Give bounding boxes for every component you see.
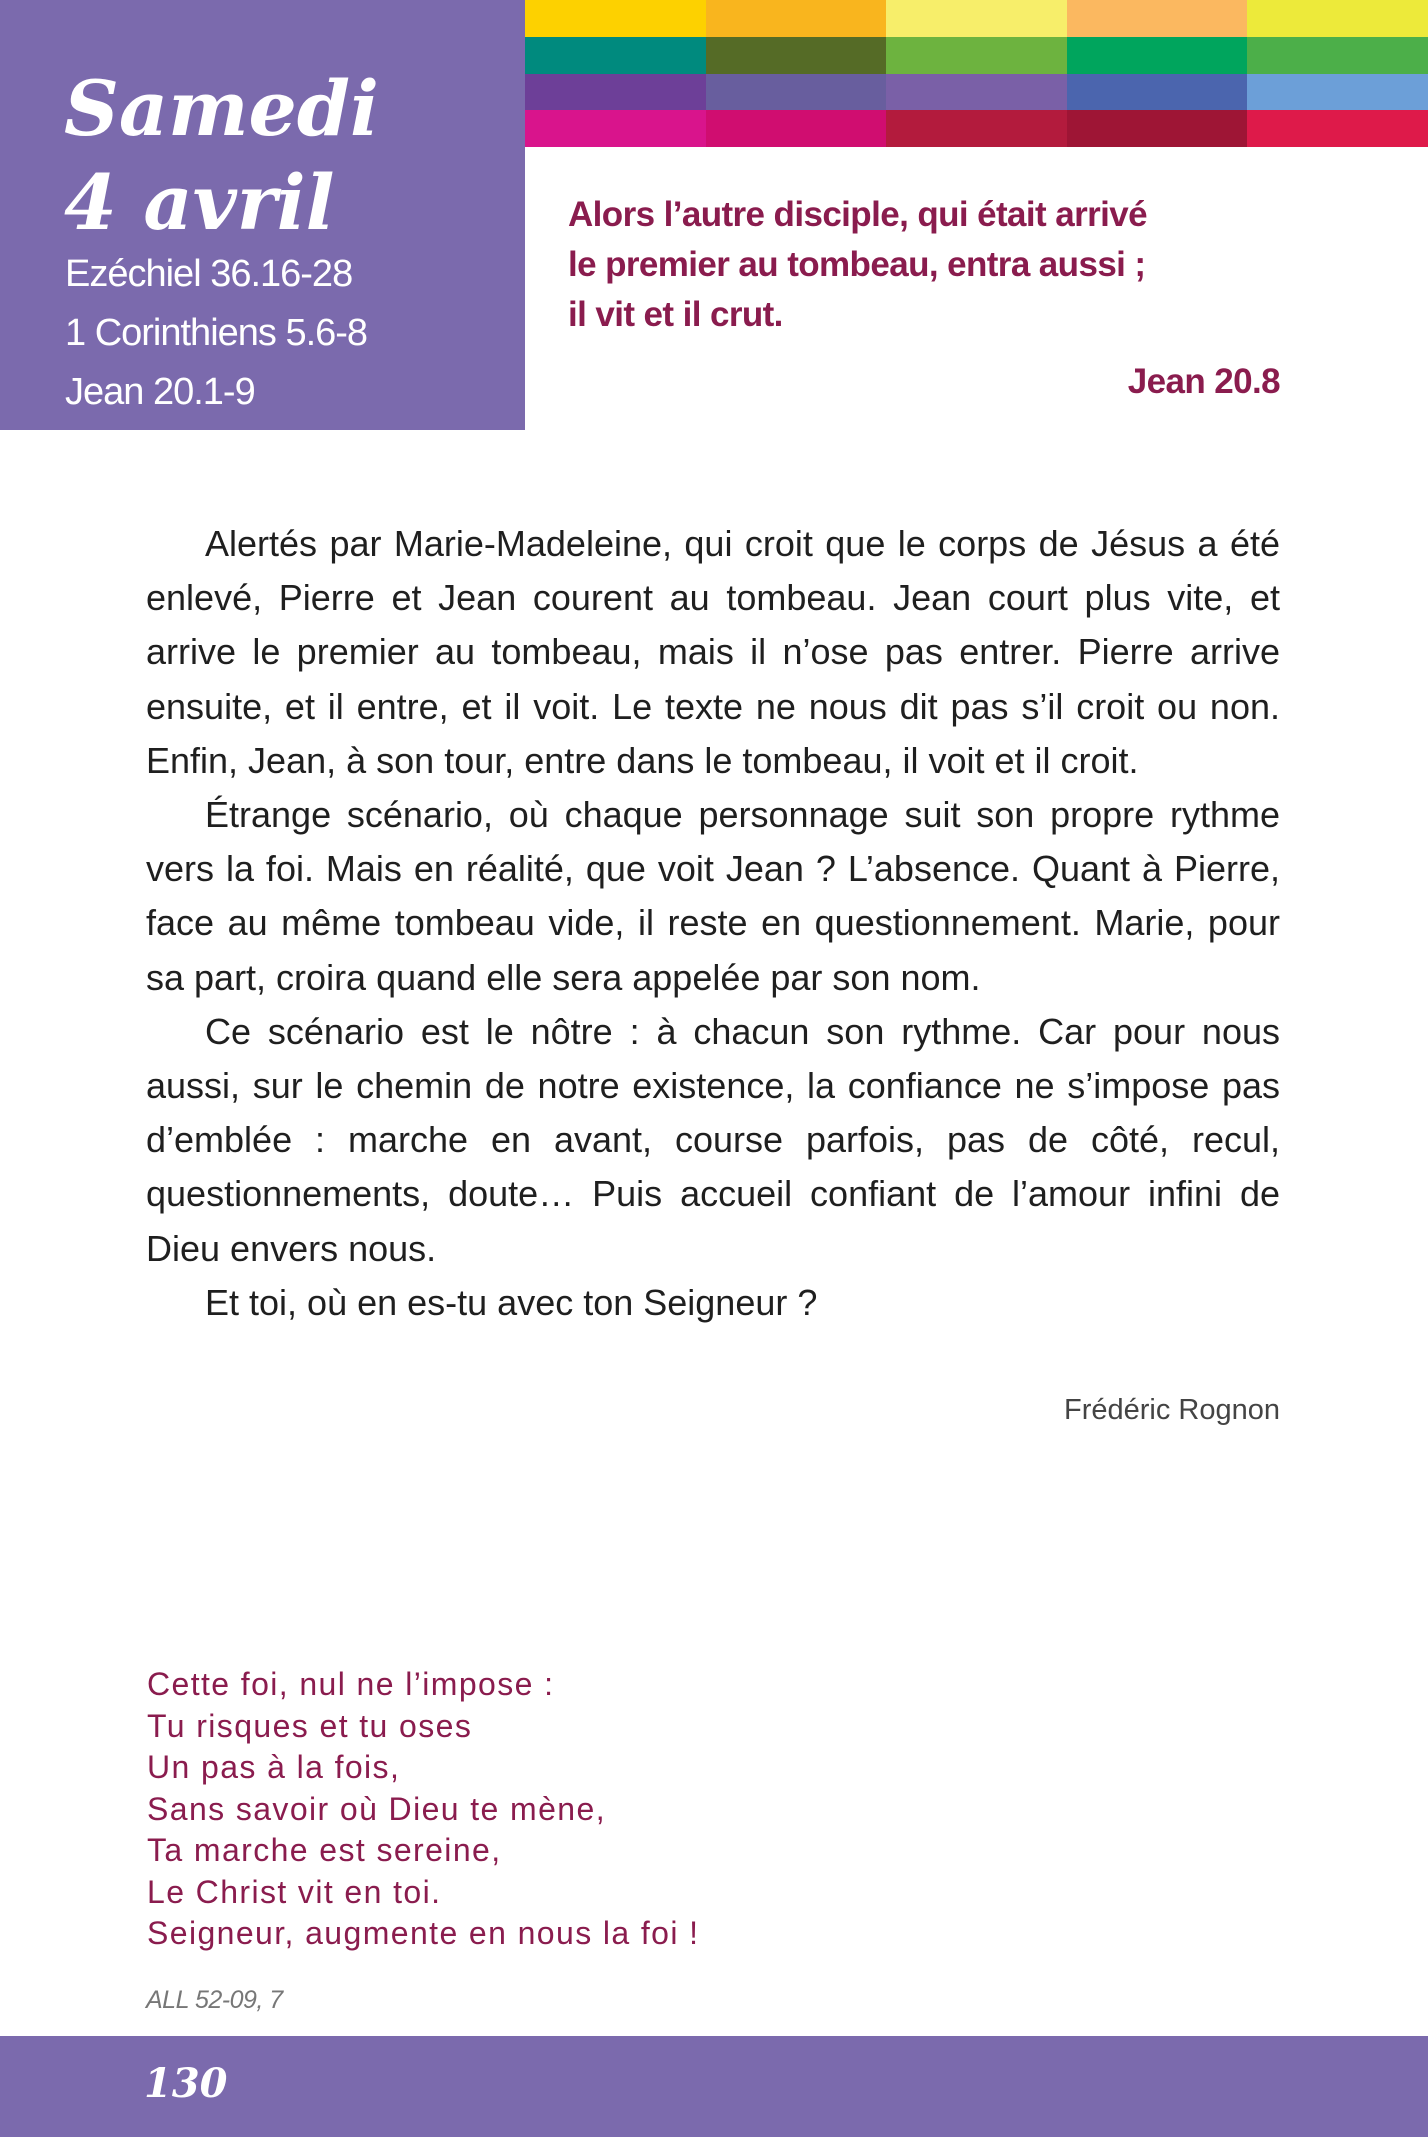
poem-line: Ta marche est sereine,: [147, 1832, 502, 1868]
color-bar-cell: [1247, 37, 1428, 74]
day-title-line: 4 avril: [64, 158, 335, 247]
day-title: [64, 62, 379, 250]
meditation-paragraph: Et toi, où en es-tu avec ton Seigneur ?: [205, 1281, 818, 1323]
reading-reference: Ezéchiel 36.16-28: [65, 253, 353, 295]
key-verse-line: Alors l’autre disciple, qui était arrivé: [568, 195, 1147, 234]
color-bar-cell: [1247, 110, 1428, 147]
poem-line: Un pas à la fois,: [147, 1749, 401, 1785]
key-verse: [568, 190, 1288, 340]
color-bar-cell: [706, 110, 887, 147]
color-bar-cell: [525, 0, 706, 37]
meditation-paragraph: Ce scénario est le nôtre : à chacun son rythme. Car pour nous aussi, sur le chemin de notre existence, la confiance ne s’impose pas d’emblée : marche en avant, course parfois, pas de côté, recul, questionnements, doute… Puis accueil confiant de l’amour infini de Dieu envers nous.: [146, 1010, 1280, 1269]
poem-line: Cette foi, nul ne l’impose :: [147, 1666, 555, 1702]
meditation-text: [146, 517, 1280, 1330]
day-title-line: Samedi: [64, 64, 379, 153]
author-name: Frédéric Rognon: [1064, 1394, 1280, 1426]
poem-reference: ALL 52-09, 7: [146, 1986, 283, 2014]
color-bar-row: [525, 37, 1428, 74]
color-bar-cell: [886, 0, 1067, 37]
color-bar-cell: [525, 37, 706, 74]
poem-line: Le Christ vit en toi.: [147, 1873, 442, 1910]
poem-line: Seigneur, augmente en nous la foi !: [147, 1915, 700, 1951]
key-verse-reference: Jean 20.8: [1127, 362, 1280, 401]
header-box: [0, 0, 525, 430]
reading-references: [65, 245, 367, 422]
color-bar-cell: [1067, 0, 1248, 37]
color-bar-cell: [1067, 37, 1248, 74]
color-bar-row: [525, 0, 1428, 37]
color-bar-row: [525, 110, 1428, 147]
color-bar-row: [525, 74, 1428, 111]
color-bar-cell: [706, 74, 887, 111]
reading-reference: 1 Corinthiens 5.6-8: [65, 312, 368, 354]
color-bar-cell: [1067, 110, 1248, 147]
footer-bar: [0, 2036, 1428, 2137]
color-bar-cell: [706, 37, 887, 74]
color-bar-cell: [1067, 74, 1248, 111]
reading-reference: Jean 20.1-9: [65, 371, 255, 413]
meditation-paragraph: Étrange scénario, où chaque personnage suit son propre rythme vers la foi. Mais en réalité, que voit Jean ? L’absence. Quant à Pierre, face au même tombeau vide, il reste en questionnement. Marie, pour sa part, croira quand elle sera appelée par son nom.: [146, 794, 1280, 998]
key-verse-line: il vit et il crut.: [568, 295, 783, 334]
color-bars: [525, 0, 1428, 147]
color-bar-cell: [525, 74, 706, 111]
key-verse-line: le premier au tombeau, entra aussi ;: [568, 245, 1146, 284]
color-bar-cell: [886, 74, 1067, 111]
color-bar-cell: [1247, 74, 1428, 111]
poem-line: Sans savoir où Dieu te mène,: [147, 1790, 606, 1827]
color-bar-cell: [886, 37, 1067, 74]
page-number: 130: [144, 2060, 228, 2107]
poem: [147, 1664, 699, 1955]
color-bar-cell: [1247, 0, 1428, 37]
color-bar-cell: [525, 110, 706, 147]
color-bar-cell: [706, 0, 887, 37]
poem-line: Tu risques et tu oses: [147, 1707, 473, 1744]
color-bar-cell: [886, 110, 1067, 147]
meditation-paragraph: Alertés par Marie-Madeleine, qui croit que le corps de Jésus a été enlevé, Pierre et Jean courent au tombeau. Jean court plus vite, et arrive le premier au tombeau, mais il n’ose pas entrer. Pierre arrive ensuite, et il entre, et il voit. Le texte ne nous dit pas s’il croit ou non. Enfin, Jean, à son tour, entre dans le tombeau, il voit et il croit.: [146, 523, 1280, 781]
